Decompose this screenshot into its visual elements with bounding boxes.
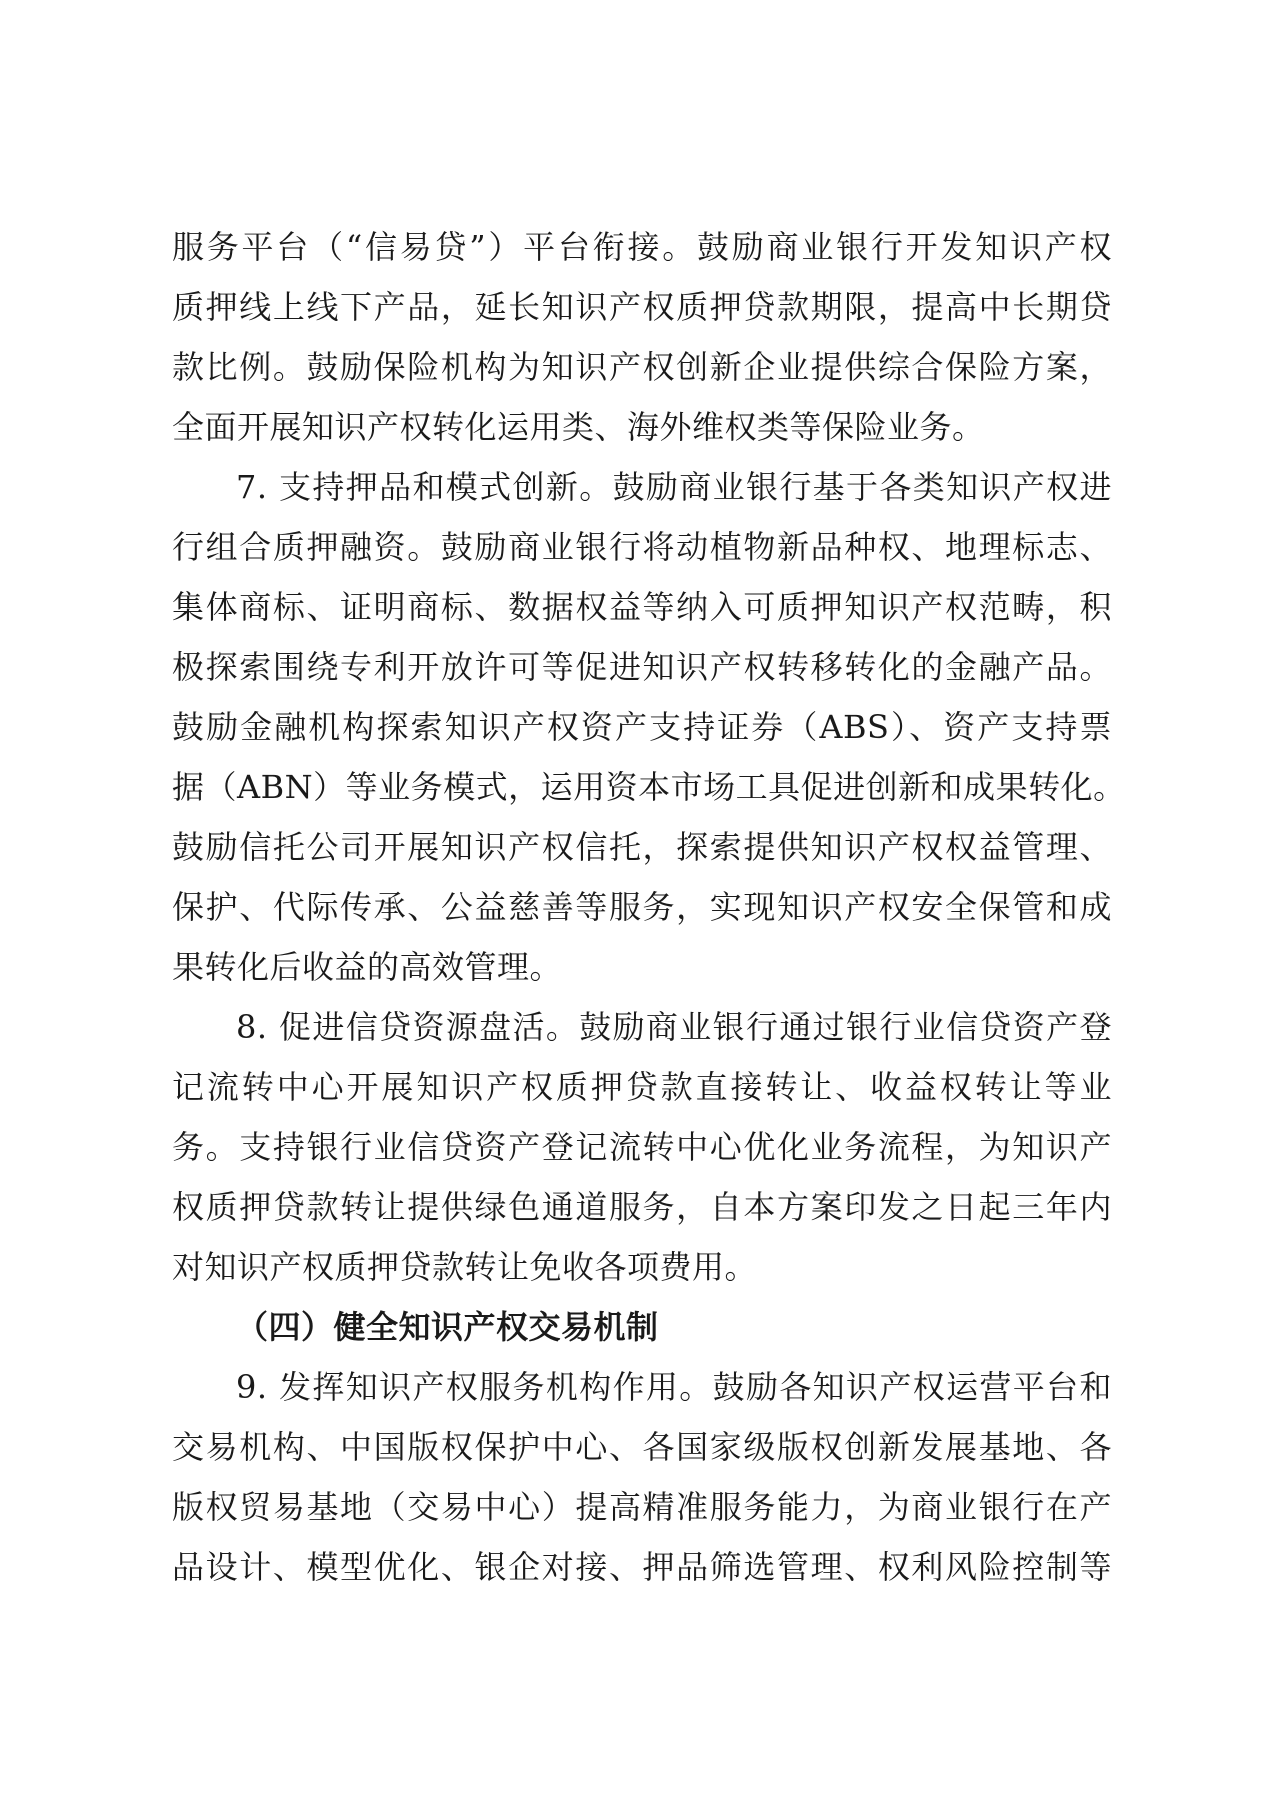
paragraph-item-8-start: 8. 促进信贷资源盘活。鼓励商业银行通过银行业信贷资产登 — [236, 1008, 1112, 1046]
text-line: 务。支持银行业信贷资产登记流转中心优化业务流程，为知识产 — [172, 1128, 1112, 1166]
text-line: 款比例。鼓励保险机构为知识产权创新企业提供综合保险方案， — [172, 348, 1112, 386]
text-line: 集体商标、证明商标、数据权益等纳入可质押知识产权范畴，积 — [172, 588, 1112, 626]
text-line: 对知识产权质押贷款转让免收各项费用。 — [172, 1248, 758, 1286]
text-line: 行组合质押融资。鼓励商业银行将动植物新品种权、地理标志、 — [172, 528, 1112, 566]
section-heading: （四）健全知识产权交易机制 — [236, 1308, 659, 1346]
text-line: 全面开展知识产权转化运用类、海外维权类等保险业务。 — [172, 408, 985, 446]
text-line: 质押线上线下产品，延长知识产权质押贷款期限，提高中长期贷 — [172, 288, 1112, 326]
paragraph-item-9-start: 9. 发挥知识产权服务机构作用。鼓励各知识产权运营平台和 — [236, 1368, 1112, 1406]
text-line: 权质押贷款转让提供绿色通道服务，自本方案印发之日起三年内 — [172, 1188, 1112, 1226]
text-line: 品设计、模型优化、银企对接、押品筛选管理、权利风险控制等 — [172, 1548, 1112, 1586]
paragraph-item-7-start: 7. 支持押品和模式创新。鼓励商业银行基于各类知识产权进 — [236, 468, 1112, 506]
text-line: 据（ABN）等业务模式，运用资本市场工具促进创新和成果转化。 — [172, 768, 1126, 806]
text-line: 保护、代际传承、公益慈善等服务，实现知识产权安全保管和成 — [172, 888, 1112, 926]
text-line: 交易机构、中国版权保护中心、各国家级版权创新发展基地、各 — [172, 1428, 1112, 1466]
text-line: 鼓励金融机构探索知识产权资产支持证券（ABS）、资产支持票 — [172, 708, 1112, 746]
text-line: 记流转中心开展知识产权质押贷款直接转让、收益权转让等业 — [172, 1068, 1112, 1106]
text-line: 鼓励信托公司开展知识产权信托，探索提供知识产权权益管理、 — [172, 828, 1112, 866]
text-line: 果转化后收益的高效管理。 — [172, 948, 563, 986]
text-line: 极探索围绕专利开放许可等促进知识产权转移转化的金融产品。 — [172, 648, 1112, 686]
text-line: 版权贸易基地（交易中心）提高精准服务能力，为商业银行在产 — [172, 1488, 1112, 1526]
text-line: 服务平台（“信易贷”）平台衔接。鼓励商业银行开发知识产权 — [172, 228, 1112, 266]
document-body — [172, 217, 1126, 1597]
